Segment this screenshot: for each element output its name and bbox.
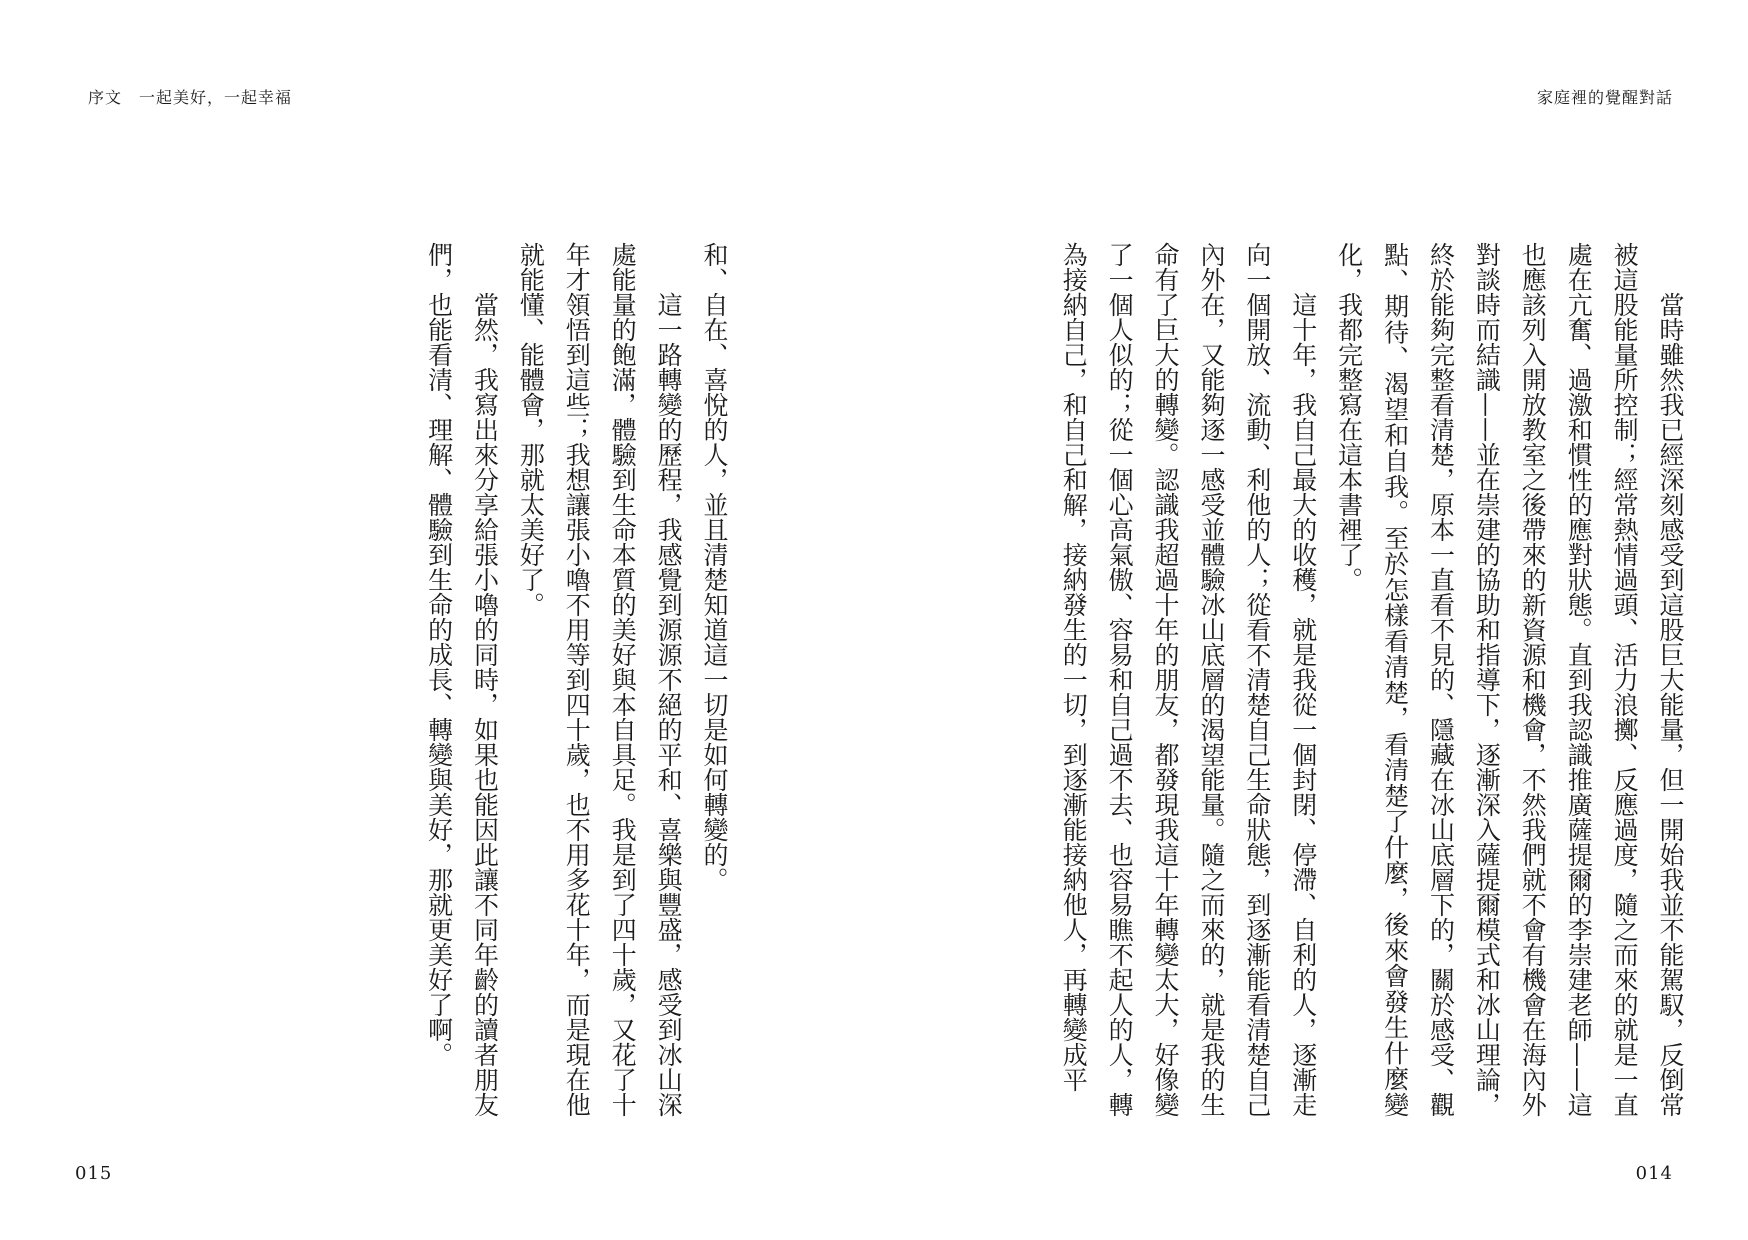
left-paragraph-3: 當然，我寫出來分享給張小嚕的同時，如果也能因此讓不同年齡的讀者朋友們，也能看清、理解、體驗到生命的成長、轉變與美好，那就更美好了啊。 bbox=[424, 242, 500, 1117]
running-head-left: 序文 一起美好，一起幸福 bbox=[88, 88, 293, 107]
right-paragraph-1: 當時雖然我已經深刻感受到這股巨大能量，但一開始我並不能駕馭，反倒常被這股能量所控制；經常熱情過頭、活力浪擲、反應過度，隨之而來的就是一直處在亢奮、過激和慣性的應對狀態。直到我認識推廣薩提爾的李崇建老師——這也應該列入開放教室之後帶來的新資源和機會，不然我們就不會有機會在海內外對談時而結識——並在崇建的協助和指導下，逐漸深入薩提爾模式和冰山理論，終於能夠完整看清楚，原本一直看不見的、隱藏在冰山底層下的，關於感受、觀點、期待、渴望和自我。至於怎樣看清楚，看清楚了什麼，後來會發生什麼變化，我都完整寫在這本書裡了。 bbox=[1334, 242, 1685, 1117]
right-page-body bbox=[1020, 242, 1693, 1117]
right-paragraph-2: 這十年，我自己最大的收穫，就是我從一個封閉、停滯、自利的人，逐漸走向一個開放、流動、利他的人；從看不清楚自己生命狀態，到逐漸能看清楚自己內外在，又能夠逐一感受並體驗冰山底層的渴望能量。隨之而來的，就是我的生命有了巨大的轉變。認識我超過十年的朋友，都發現我這十年轉變太大，好像變了一個人似的；從一個心高氣傲、容易和自己過不去、也容易瞧不起人的人，轉為接納自己，和自己和解，接納發生的一切，到逐漸能接納他人，再轉變成平 bbox=[1059, 242, 1318, 1117]
left-paragraph-1: 和、自在、喜悅的人，並且清楚知道這一切是如何轉變的。 bbox=[700, 242, 729, 892]
page-number-left: 015 bbox=[75, 1163, 113, 1184]
left-paragraph-2: 這一路轉變的歷程，我感覺到源源不絕的平和、喜樂與豐盛，感受到冰山深處能量的飽滿，體驗到生命本質的美好與本自具足。我是到了四十歲，又花了十年才領悟到這些；我想讓張小嚕不用等到四十歲，也不用多花十年，而是現在他就能懂、能體會，那就太美好了。 bbox=[516, 242, 684, 1117]
page-number-right: 014 bbox=[1635, 1163, 1673, 1184]
running-head-right: 家庭裡的覺醒對話 bbox=[1536, 88, 1673, 107]
left-page-body bbox=[408, 242, 737, 1117]
